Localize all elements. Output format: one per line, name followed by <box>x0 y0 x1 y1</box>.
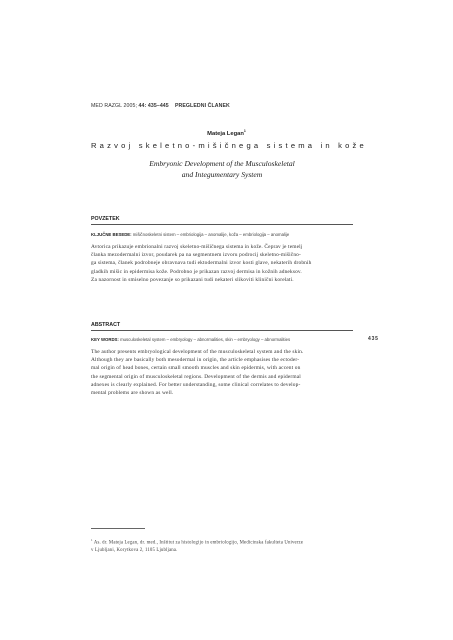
abstract-heading: ABSTRACT <box>91 322 121 328</box>
povzetek-line: Avtorica prikazuje embrionalni razvoj skeletno-mišičnega sistema in kože. Čeprav je temelj <box>91 244 303 250</box>
journal-volume: 44: 435–445 <box>138 103 169 109</box>
abstract-keywords-text: musculoskeletal system – embryology – abnormalities, skin – embryology – abnormalities <box>120 337 291 342</box>
povzetek-line: gladkih mišic in epidermisa kože. Podrobno je prikazan razvoj dermisa in kožnih adneksov. <box>91 268 302 275</box>
abstract-keywords <box>91 337 290 342</box>
footnote-rule <box>91 528 145 529</box>
title-english-line-1: Embryonic Development of the Musculoskeletal <box>149 159 295 168</box>
povzetek-rule <box>91 224 353 225</box>
abstract-line: Although they are basically both mesodermal in origin, the article emphasises the ectoder- <box>91 357 300 364</box>
povzetek-keywords <box>91 232 289 237</box>
journal-name: MED RAZGL 2005; <box>91 103 139 109</box>
abstract-line: the segmental origin of musculoskeletal regions. Development of the dermis and epidermal <box>91 373 301 380</box>
abstract-keywords-label: KEY WORDS: <box>91 337 119 342</box>
povzetek-body <box>91 243 353 284</box>
povzetek-line: Za nazornost in smiselno povezanje so prikazani tudi nekateri slikoviti klinični korelati. <box>91 276 294 283</box>
footnote-text-1: As. dr. Mateja Legan, dr. med., Inštitut za histologijo in embriologijo, Medicinska fakulteta Univerze <box>93 540 304 546</box>
povzetek-heading: POVZETEK <box>91 216 120 222</box>
title-english-line-2: and Integumentary System <box>181 170 263 179</box>
abstract-rule <box>91 330 353 331</box>
abstract-line: mental problems are shown as well. <box>91 390 174 397</box>
povzetek-keywords-text: mišičnoskeletni sistem – embriologija – anomalije, koža – embriologija – anomalije <box>132 232 290 237</box>
article-type: PREGLEDNI ČLANEK <box>174 103 230 109</box>
povzetek-keywords-label: KLJUČNE BESEDE: <box>91 232 132 237</box>
footnote-line-2: v Ljubljani, Korytkova 2, 1105 Ljubljana. <box>91 548 178 554</box>
footnote-mark: 1 <box>91 538 93 542</box>
abstract-line: adnexes is clearly explained. For better understanding, some clinical correlates to develop- <box>91 381 301 388</box>
author-affiliation-mark: 1 <box>243 129 246 133</box>
author-name: Mateja Legan <box>207 130 244 137</box>
povzetek-line: ga sistema, članek podrobneje obravnava tudi ektodermalni izvor kosti glave, nekaterih drobnih <box>91 260 312 267</box>
page-number: 435 <box>368 336 379 342</box>
abstract-line: mal origin of head bones, certain small smooth muscles and skin epidermis, with accent on <box>91 365 301 372</box>
abstract-line: The author presents embryological development of the musculoskeletal system and the skin. <box>91 349 304 355</box>
povzetek-line: članka mezodermalni izvor, poudarek pa na segmentnem izvoru podrocij skeletno-mišično- <box>91 252 301 259</box>
footnote <box>91 537 353 555</box>
abstract-body <box>91 348 353 397</box>
journal-citation <box>91 103 230 109</box>
footnote-line-1 <box>91 537 353 547</box>
author-line <box>0 129 453 137</box>
title-slovene: Razvoj skeletno-mišičnega sistema in kože <box>91 141 367 150</box>
title-english <box>91 158 353 180</box>
